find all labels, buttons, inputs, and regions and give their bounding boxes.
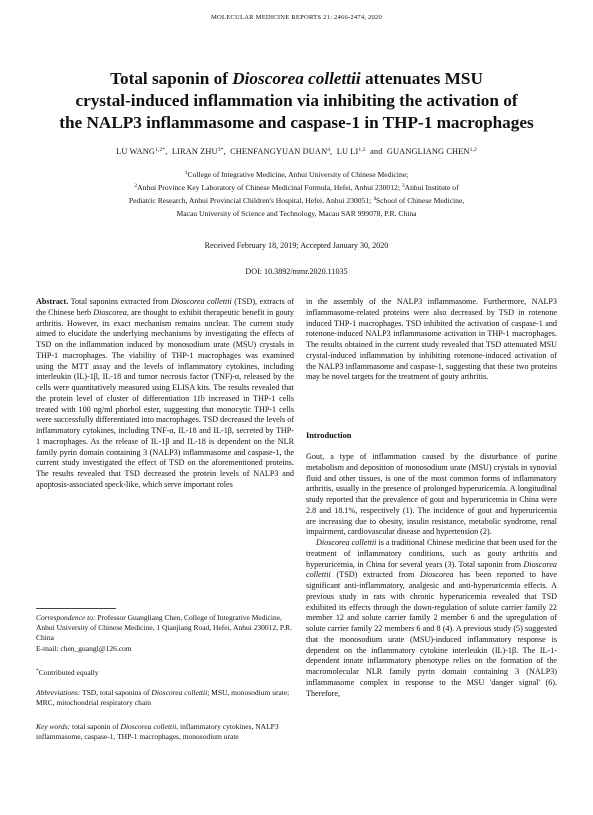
affiliation-line: Pediatric Research, Anhui Provincial Children's Hospital, Hefei, Anhui 230051; $^4$School of Chinese Medicine, — [128, 196, 465, 205]
author: LU LI$^{1,2}$ and — [336, 147, 387, 156]
title-line-3: the NALP3 inflammasome and caspase-1 in THP-1 macrophages — [59, 113, 534, 132]
introduction-paragraph: Gout, a type of inflammation caused by the disturbance of purine metabolism and deposition of monosodium urate (MSU) crystals in synovial fluid and other tissues, is one of the most common forms of inflammatory arthritis, usually in the presence of prolonged hyperuricemia. A longitudinal study reported that the prevalence of gout and hyperuricemia in China were 2.8 and 18.1%, respectively (1). The incidence of gout and hyperuricemia are increasing due to obesity, insulin resistance, metabolic syndrome, renal impairment, cardiovascular disease and hypertension (2). — [306, 452, 557, 537]
paper-title — [30, 68, 563, 134]
correspondence-email: E-mail: chen_guangl@126.com — [36, 643, 132, 653]
author: LIRAN $ZHU^{3*}$, — [171, 147, 231, 156]
title-line-1 — [30, 68, 563, 90]
introduction-body — [306, 452, 557, 699]
author: CHENFANGYUAN DUAN$^4$, — [230, 147, 337, 156]
affiliation-line: $^1$College of Integrative Medicine, Anhui University of Chinese Medicine; — [184, 170, 409, 179]
doi: DOI: 10.3892/mmr.2020.11035 — [245, 267, 348, 276]
correspondence: Correspondence to: Professor Guangliang Chen, College of Integrative Medicine, Anhui University of Chinese Medicine, 1 Qianjiang Road, Hefei, Anhui 230012, P.R. China E-mail: chen_guangl@126.com — [36, 613, 293, 653]
contributed-note: *Contributed equally — [36, 668, 99, 677]
abstract: Abstract. Total saponins extracted from Dioscorea collettii (TSD), extracts of the Chinese herb Dioscorea, are thought to exhibit therapeutic benefit in gouty arthritis. However, its exact mechanism remains unclear. The current study aimed to elucidate the underlying mechanisms by investigating the effects of TSD on the inflammation induced by monosodium urate (MSU) crystals in THP-1 macrophages. The viability of THP-1 macrophages was examined using the MTT assay and the levels of inflammatory cytokines, including interleukin (IL)-1β, IL-18 and tumor necrosis factor (TNF)-α, released by the cells were quantitatively measured using ELISA kits. The results revealed that the protein level of cluster of differentiation 11b increased in THP-1 cells treated with 100 ng/ml phorbol ester, suggesting that monocytic THP-1 cells were successfully differentiated into macrophages. TSD decreased the levels of inflammatory cytokines, including TNF-α, IL-18 and IL-1β, secreted by THP-1 macrophages. As the release of IL-1β and IL-18 is dependent on the NLR family pyrin domain containing 3 (NALP3) inflammasome and caspase-1, the current study investigated the effect of TSD on the aforementioned proteins. The results revealed that TSD decreased the protein levels of NALP3 and apoptosis-associated speck-like, which serve important roles — [36, 297, 294, 489]
title-line-2: crystal-induced inflammation via inhibiting the activation of — [75, 91, 518, 110]
abstract-continued: in the assembly of the NALP3 inflammasome. Furthermore, NALP3 inflammasome-related proteins were also decreased by TSD in rotenone induced THP-1 macrophages. TSD inhibited the activation of caspase-1 and rotenone-induced NALP3 inflammasome activation in THP-1 macrophages. The results obtained in the current study revealed that TSD attenuated MSU crystal-induced inflammation by inhibiting rotenone-induced activation of the NALP3 inflammasome and caspase-1, suggesting that these two proteins may be novel targets for the treatment of gouty arthritis. — [306, 297, 557, 382]
introduction-paragraph: Dioscorea collettii is a traditional Chinese medicine that been used for the treatment of inflammatory conditions, such as gouty arthritis and hyperuricemia, in China for several years (3). Total saponin from Dioscorea collettii (TSD) extracted from Dioscorea has been reported to have significant anti-inflammatory, analgesic and anti-hyperuricemia effects. A previous study in rats with chronic hyperuricemia revealed that TSD exhibited its effects through the down-regulation of solute carrier family 22 member 12 and solute carrier family 2 member 6 and the upregulation of solute carrier family 22 members 6 and 8 (4). A previous study (5) suggested that the monosodium urate (MSU)-induced inflammatory response is dependent on the inflammatory cytokine interleukin (IL)-1β. The IL-1-dependent innate inflammatory phenotype relies on the formation of the macromolecular NLR family pyrin domain containing 3 (NALP3) inflammasome complex in response to the MSU 'danger signal' (6). Therefore, — [306, 538, 557, 698]
affiliation-line: $^2$Anhui Province Key Laboratory of Chinese Medicinal Formula, Hefei, Anhui 230012; $^3$Anhui Institute of — [134, 183, 459, 192]
author-list — [30, 147, 563, 156]
abbreviations: Abbreviations: TSD, total saponins of Dioscorea collettii; MSU, monosodium urate; MRC, mitochondrial respiratory chain — [36, 688, 290, 708]
introduction-heading: Introduction — [306, 431, 352, 440]
title-text: attenuates MSU — [360, 69, 483, 88]
keywords: Key words: total saponin of Dioscorea collettii, inflammatory cytokines, NALP3 inflammasome, caspase-1, THP-1 macrophages, monosodium urate — [36, 722, 279, 742]
title-species: Dioscorea collettii — [232, 69, 361, 88]
footnote-divider — [36, 608, 116, 609]
received-dates: Received February 18, 2019; Accepted January 30, 2020 — [204, 241, 389, 250]
title-text: Total saponin of — [110, 69, 233, 88]
abstract-label: Abstract. — [36, 297, 69, 306]
author: GUANGLIANG CHEN$^{1,2}$ — [386, 147, 477, 156]
author: LU $WANG^{1,2*}$, — [116, 147, 172, 156]
running-head: MOLECULAR MEDICINE REPORTS 21: 2466-2474, 2020 — [210, 14, 383, 21]
affiliation-line: Macau University of Science and Technology, Macau SAR 999078, P.R. China — [176, 209, 417, 218]
